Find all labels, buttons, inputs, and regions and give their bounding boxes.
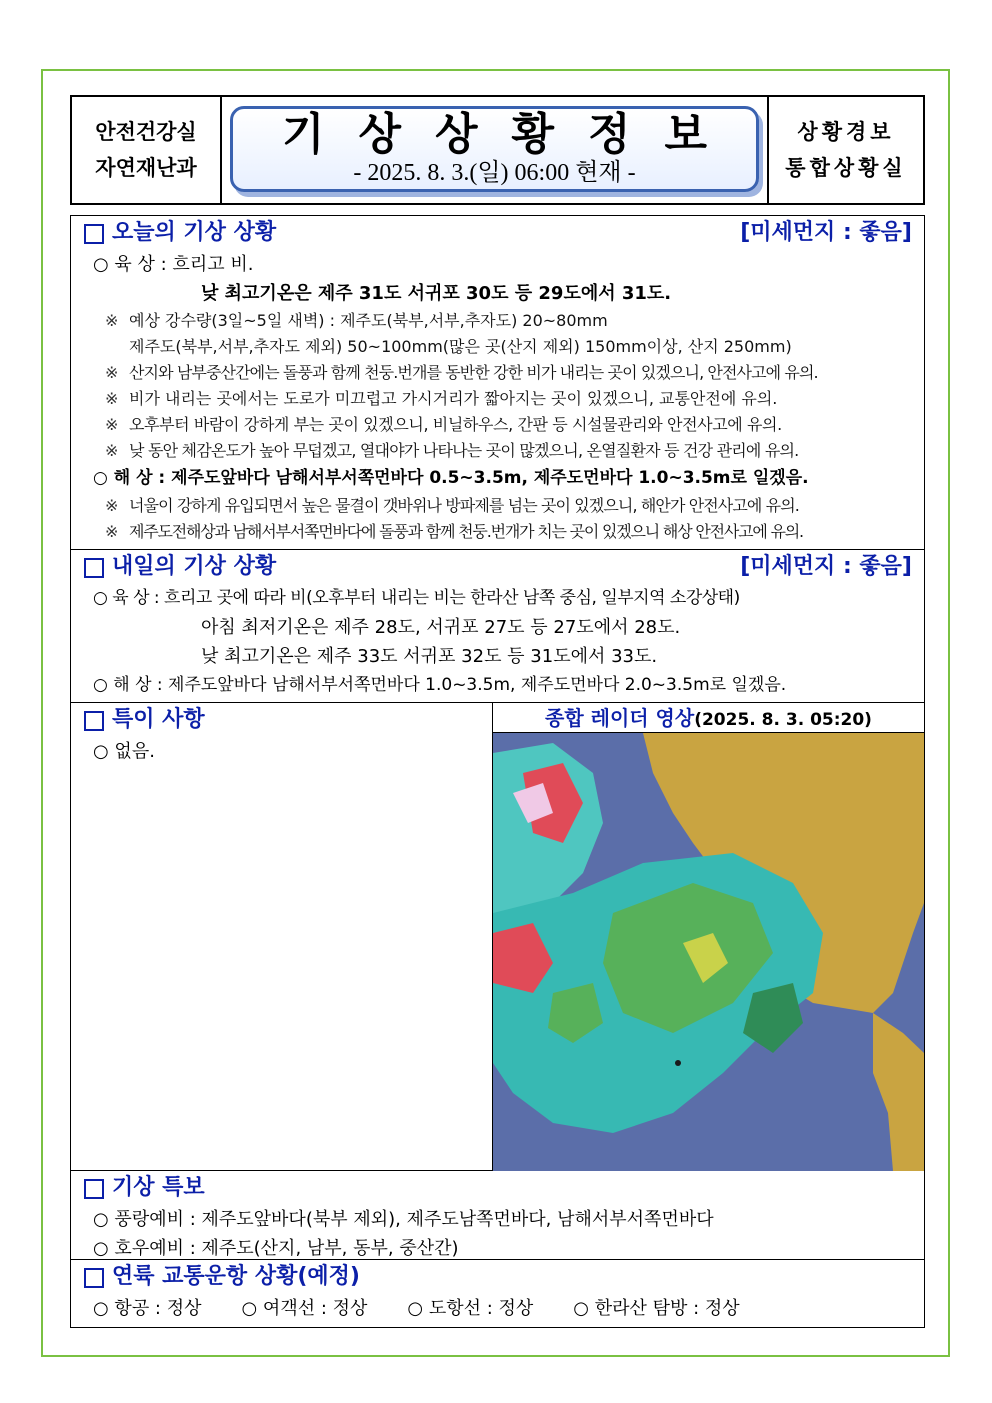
checkbox-icon <box>84 711 104 731</box>
today-note: ※ 오후부터 바람이 강하게 부는 곳이 있겠으니, 비닐하우스, 간판 등 시설물관리와 안전사고에 유의. <box>105 415 782 434</box>
report-table <box>70 215 925 1328</box>
warning-item: ○ 호우예비 : 제주도(산지, 남부, 동부, 중산간) <box>93 1238 459 1259</box>
radar-section <box>493 703 924 1170</box>
checkbox-icon <box>84 1268 104 1288</box>
checkbox-icon <box>84 224 104 244</box>
tomorrow-temp-max: 낮 최고기온은 제주 33도 서귀포 32도 등 31도에서 33도. <box>201 646 658 667</box>
today-temp: 낮 최고기온은 제주 31도 서귀포 30도 등 29도에서 31도. <box>201 283 672 304</box>
transport-hallasan: ○ 한라산 탐방 : 정상 <box>573 1298 740 1319</box>
transport-list <box>71 1294 924 1324</box>
today-note-cont: 제주도(북부,서부,추자도 제외) 50~100mm(많은 곳(산지 제외) 150mm이상, 산지 250mm) <box>129 337 792 356</box>
today-note: ※ 예상 강수량(3일~5일 새벽) : 제주도(북부,서부,추자도) 20~80mm <box>105 311 608 330</box>
department-line1: 안전건강실 <box>95 120 197 144</box>
today-sea: ○ 해 상 : 제주도앞바다 남해서부서쪽먼바다 0.5~3.5m, 제주도먼바다 1.0~3.5m로 일겠음. <box>93 468 809 488</box>
warnings-title: 기상 특보 <box>112 1175 205 1200</box>
radar-caption <box>493 703 924 733</box>
page-title: 기상상황정보 <box>281 109 742 160</box>
today-note: ※ 산지와 남부중산간에는 돌풍과 함께 천둥.번개를 동반한 강한 비가 내리는 곳이 있겠으니, 안전사고에 유의. <box>105 363 818 382</box>
today-note: ※ 낮 동안 체감온도가 높아 무덥겠고, 열대야가 나타나는 곳이 많겠으니, 온열질환자 등 건강 관리에 유의. <box>105 441 799 460</box>
transport-air: ○ 항공 : 정상 <box>93 1298 202 1319</box>
department-line2: 자연재난과 <box>95 156 197 180</box>
today-section <box>71 216 924 550</box>
checkbox-icon <box>84 1179 104 1199</box>
warnings-section <box>71 1171 924 1260</box>
tomorrow-title: 내일의 기상 상황 <box>112 554 277 579</box>
tomorrow-temp-min: 아침 최저기온은 제주 28도, 서귀포 27도 등 27도에서 28도. <box>201 617 681 638</box>
today-dust: [미세먼지 : 좋음] <box>740 220 912 245</box>
checkbox-icon <box>84 558 104 578</box>
warning-item: ○ 풍랑예비 : 제주도앞바다(북부 제외), 제주도남쪽먼바다, 남해서부서쪽먼바다 <box>93 1209 714 1230</box>
report-datetime: - 2025. 8. 3.(일) 06:00 현재 - <box>353 160 636 186</box>
radar-title: 종합 레이더 영상 <box>545 706 695 730</box>
transport-title: 연륙 교통운항 상황(예정) <box>112 1264 360 1289</box>
radar-map <box>493 733 924 1171</box>
situation-room <box>767 97 923 203</box>
issuing-department <box>72 97 222 203</box>
tomorrow-section <box>71 550 924 703</box>
today-land: ○ 육 상 : 흐리고 비. <box>93 254 254 275</box>
special-title: 특이 사항 <box>112 707 205 732</box>
transport-island-ferry: ○ 도항선 : 정상 <box>407 1298 534 1319</box>
transport-ferry: ○ 여객선 : 정상 <box>241 1298 368 1319</box>
tomorrow-sea: ○ 해 상 : 제주도앞바다 남해서부서쪽먼바다 1.0~3.5m, 제주도먼바다 2.0~3.5m로 일겠음. <box>93 675 787 695</box>
tomorrow-land: ○ 육 상 : 흐리고 곳에 따라 비(오후부터 내리는 비는 한라산 남쪽 중심, 일부지역 소강상태) <box>93 588 740 608</box>
document-header <box>70 95 925 205</box>
tomorrow-dust: [미세먼지 : 좋음] <box>740 554 912 579</box>
special-section <box>71 703 493 1170</box>
room-line2: 통합상황실 <box>785 156 907 180</box>
today-note: ※ 비가 내리는 곳에서는 도로가 미끄럽고 가시거리가 짧아지는 곳이 있겠으니, 교통안전에 유의. <box>105 389 778 408</box>
title-box <box>230 106 759 192</box>
transport-section <box>71 1260 924 1329</box>
today-sea-note: ※ 너울이 강하게 유입되면서 높은 물결이 갯바위나 방파제를 넘는 곳이 있겠으니, 해안가 안전사고에 유의. <box>105 496 799 515</box>
today-sea-note: ※ 제주도전해상과 남해서부서쪽먼바다에 돌풍과 함께 천둥.번개가 치는 곳이 있겠으니 해상 안전사고에 유의. <box>105 522 803 541</box>
special-radar-row <box>71 703 924 1171</box>
room-line1: 상황경보 <box>797 120 895 144</box>
radar-image <box>493 733 924 1171</box>
today-title: 오늘의 기상 상황 <box>112 220 277 245</box>
special-content: ○ 없음. <box>93 741 155 762</box>
radar-timestamp: (2025. 8. 3. 05:20) <box>694 710 872 730</box>
